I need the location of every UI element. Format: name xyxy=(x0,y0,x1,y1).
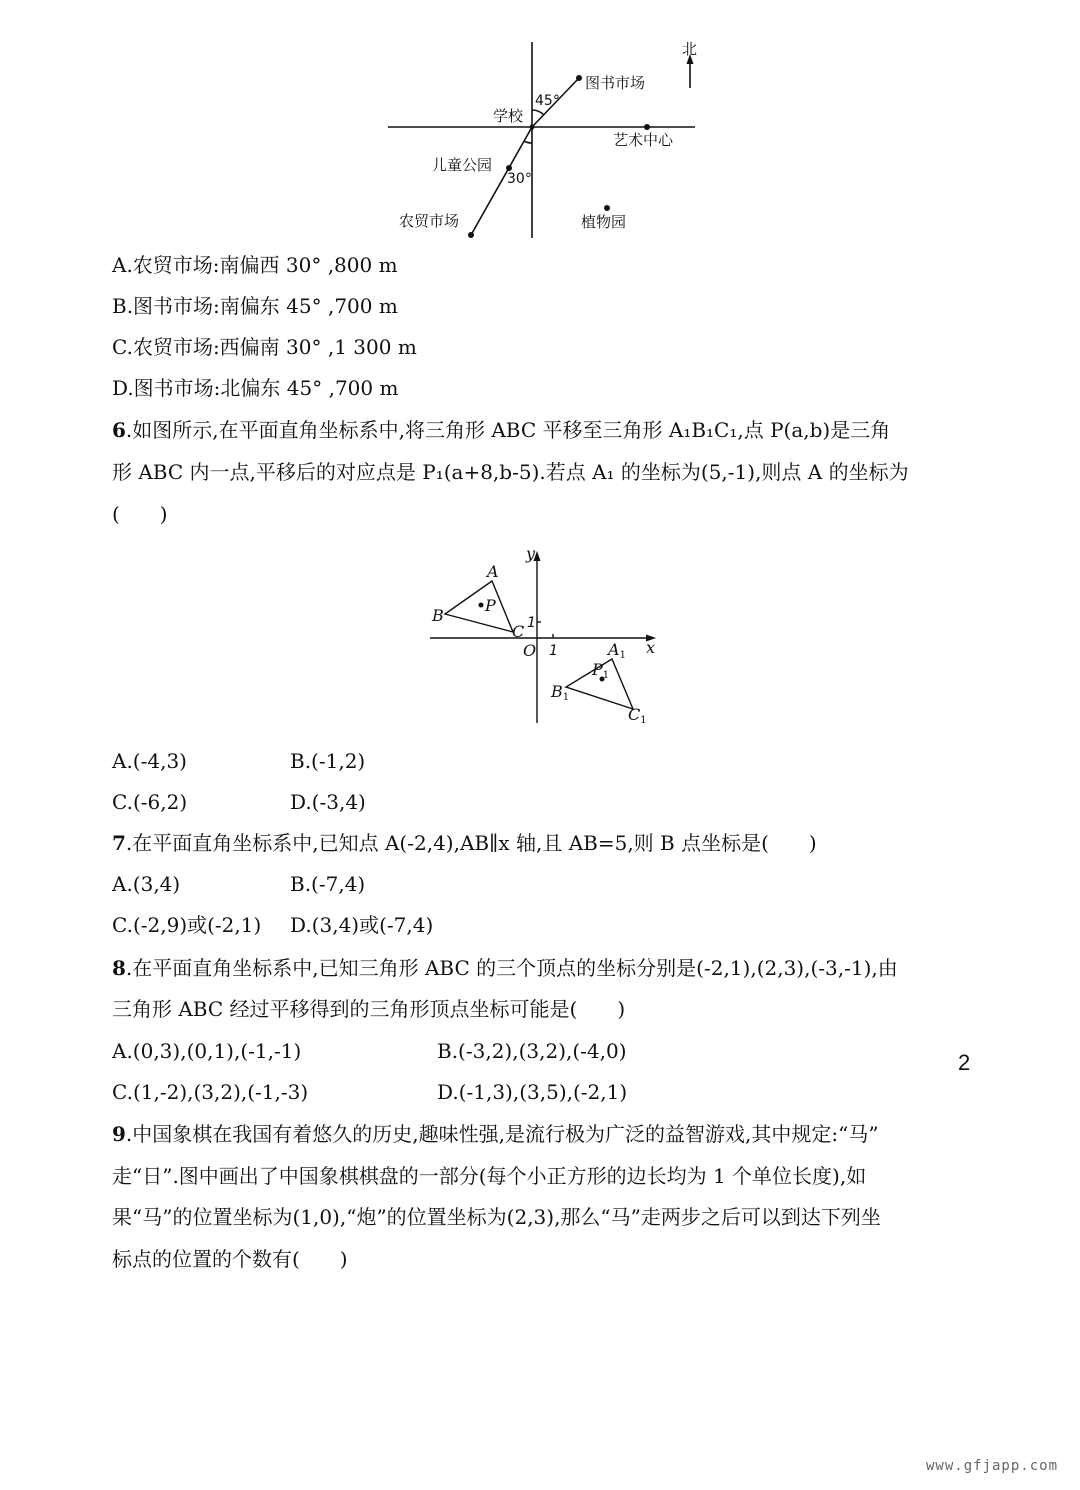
q8-option-d: D.(-1,3),(3,5),(-2,1) xyxy=(437,1080,628,1104)
q6-number: 6 xyxy=(112,418,126,442)
q6-text-1: .如图所示,在平面直角坐标系中,将三角形 ABC 平移至三角形 A₁B₁C₁,点 P(a,b)是三角 xyxy=(125,418,891,442)
point-p xyxy=(479,603,484,608)
coordinate-figure xyxy=(420,545,670,730)
q7-option-d: D.(3,4)或(-7,4) xyxy=(290,913,434,937)
north-label: 北 xyxy=(682,40,698,58)
q8-text-1: .在平面直角坐标系中,已知三角形 ABC 的三个顶点的坐标分别是(-2,1),(2,3),(-3,-1),由 xyxy=(125,956,898,980)
q9-line-1 xyxy=(112,1120,879,1148)
origin-label: O xyxy=(523,641,537,660)
q7-line-1 xyxy=(112,829,817,857)
q8-option-c: C.(1,-2),(3,2),(-1,-3) xyxy=(112,1080,309,1104)
q5-option-a: A.农贸市场:南偏西 30° ,800 m xyxy=(112,253,398,277)
q7-text-1: .在平面直角坐标系中,已知点 A(-2,4),AB∥x 轴,且 AB=5,则 B 点坐标是( ) xyxy=(125,831,817,855)
q9-line-4: 标点的位置的个数有( ) xyxy=(112,1247,348,1271)
q9-number: 9 xyxy=(112,1122,126,1146)
x-one-label: 1 xyxy=(549,643,558,659)
angle30-arc xyxy=(524,141,532,143)
label-p: P xyxy=(485,596,496,615)
q6-option-c: C.(-6,2) xyxy=(112,790,188,814)
q7-number: 7 xyxy=(112,831,126,855)
direction-map-figure xyxy=(380,30,710,245)
watermark: www.gfjapp.com xyxy=(926,1458,1059,1474)
q7-option-a: A.(3,4) xyxy=(112,872,181,896)
art-point xyxy=(644,124,650,130)
school-point xyxy=(530,125,535,130)
y-label: y xyxy=(526,545,536,563)
q8-number: 8 xyxy=(112,956,126,980)
farm-label: 农贸市场 xyxy=(399,212,460,230)
q6-option-d: D.(-3,4) xyxy=(290,790,366,814)
q9-line-3: 果“马”的位置坐标为(1,0),“炮”的位置坐标为(2,3),那么“马”走两步之后可以到达下列坐 xyxy=(112,1205,881,1229)
label-c1: C1 xyxy=(628,705,647,726)
art-label: 艺术中心 xyxy=(613,131,674,149)
page-number: 2 xyxy=(958,1050,971,1075)
label-b: B xyxy=(432,606,444,625)
label-a1: A1 xyxy=(608,640,626,661)
label-p1: P1 xyxy=(592,660,610,681)
q9-line-2: 走“日”.图中画出了中国象棋棋盘的一部分(每个小正方形的边长均为 1 个单位长度),如 xyxy=(112,1164,867,1188)
garden-point xyxy=(604,205,610,211)
q5-option-d: D.图书市场:北偏东 45° ,700 m xyxy=(112,376,399,400)
park-label: 儿童公园 xyxy=(432,156,493,174)
farm-point xyxy=(468,232,474,238)
q5-option-b: B.图书市场:南偏东 45° ,700 m xyxy=(112,294,398,318)
q8-option-b: B.(-3,2),(3,2),(-4,0) xyxy=(437,1039,627,1063)
q6-line-2: 形 ABC 内一点,平移后的对应点是 P₁(a+8,b-5).若点 A₁ 的坐标为(5,-1),则点 A 的坐标为 xyxy=(112,460,909,484)
q6-line-1 xyxy=(112,416,890,444)
books-point xyxy=(576,75,582,81)
label-b1: B1 xyxy=(551,682,570,703)
garden-label: 植物园 xyxy=(581,213,627,231)
q7-option-c: C.(-2,9)或(-2,1) xyxy=(112,913,262,937)
q6-option-b: B.(-1,2) xyxy=(290,749,366,773)
angle45-arc xyxy=(532,110,544,115)
school-label: 学校 xyxy=(493,107,524,125)
label-a: A xyxy=(487,562,499,581)
q5-option-c: C.农贸市场:西偏南 30° ,1 300 m xyxy=(112,335,417,359)
q7-option-b: B.(-7,4) xyxy=(290,872,366,896)
angle45-label: 45° xyxy=(535,93,560,109)
q8-line-2: 三角形 ABC 经过平移得到的三角形顶点坐标可能是( ) xyxy=(112,997,626,1021)
q6-line-3: ( ) xyxy=(112,502,168,526)
q8-option-a: A.(0,3),(0,1),(-1,-1) xyxy=(112,1039,302,1063)
q6-option-a: A.(-4,3) xyxy=(112,749,187,773)
q9-text-1: .中国象棋在我国有着悠久的历史,趣味性强,是流行极为广泛的益智游戏,其中规定:“马” xyxy=(125,1122,879,1146)
y-one-label: 1 xyxy=(527,615,536,631)
books-label: 图书市场 xyxy=(585,74,646,92)
angle30-label: 30° xyxy=(507,171,532,187)
x-label: x xyxy=(646,638,656,657)
label-c: C xyxy=(512,622,525,641)
q8-line-1 xyxy=(112,954,898,982)
